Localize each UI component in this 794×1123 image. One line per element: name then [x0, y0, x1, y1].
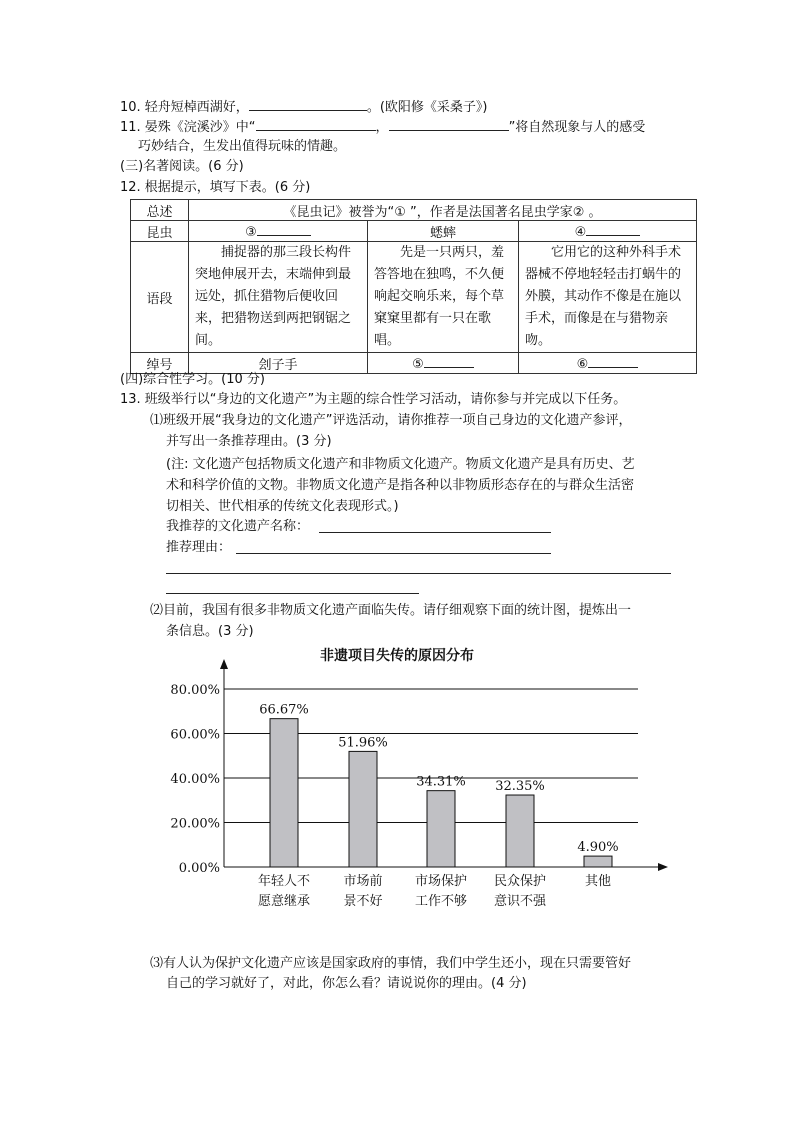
- bar: [584, 856, 612, 867]
- q10-suffix: 。(欧阳修《采桑子》): [366, 100, 488, 115]
- recommend-reason-input[interactable]: [236, 553, 551, 554]
- x-axis-arrow: [658, 863, 668, 871]
- q10-line: [120, 97, 487, 117]
- q11-suffix: ”将自然现象与人的感受: [508, 120, 646, 135]
- nick-cell-3: [519, 353, 697, 374]
- x-tick-label: 工作不够: [414, 894, 468, 909]
- nick-2: ⑤: [412, 357, 424, 372]
- insect-blank-4[interactable]: [586, 222, 640, 236]
- bar: [506, 795, 534, 867]
- q13-part2-line2: 条信息。(3 分): [166, 624, 254, 639]
- insect-label: 昆虫: [131, 221, 189, 242]
- para-1-text: 捕捉器的那三段长构件突地伸展开去，末端伸到最远处，抓住猎物后便收回来，把猎物送到两把钢锯之间。: [195, 245, 352, 348]
- nick-cell-2: [368, 353, 519, 374]
- recommend-name-label: 我推荐的文化遗产名称：: [166, 519, 310, 534]
- q11-line1: [120, 117, 645, 137]
- bar: [349, 751, 377, 867]
- recommend-name-input[interactable]: [319, 532, 551, 533]
- y-tick-label: 80.00%: [170, 683, 220, 698]
- q10-answer-blank[interactable]: [249, 97, 367, 111]
- table-row-summary: [131, 200, 697, 221]
- q13-part3-line1: ⑶有人认为保护文化遗产应该是国家政府的事情，我们中学生还小，现在只需要管好: [150, 956, 632, 971]
- x-tick-label: 市场前: [343, 874, 383, 889]
- q11-answer-blank-2[interactable]: [389, 117, 509, 131]
- table-row-insect: [131, 221, 697, 242]
- x-tick-label: 景不好: [343, 894, 383, 909]
- insect-2: 蟋蟀: [368, 221, 519, 242]
- recommend-reason-input-2[interactable]: [166, 573, 671, 574]
- para-3-text: 它用它的这种外科手术器械不停地轻轻击打蜗牛的外膜，其动作不像是在施以手术，而像是在与猎物亲吻。: [525, 245, 682, 348]
- para-2: [368, 242, 519, 353]
- insect-blank-3[interactable]: [257, 222, 311, 236]
- para-1: [189, 242, 368, 353]
- x-tick-label: 年轻人不: [257, 874, 311, 889]
- table-row-paragraph: [131, 242, 697, 353]
- q12-table: [130, 199, 697, 374]
- insect-3: ④: [574, 225, 587, 240]
- q13-note-line3: 切相关、世代相承的传统文化表现形式。): [166, 499, 399, 514]
- summary-text: 《昆虫记》被誉为“① ”，作者是法国著名昆虫学家② 。: [189, 200, 697, 221]
- q13-part3-line2: 自己的学习就好了，对此，你怎么看？请说说你的理由。(4 分): [166, 976, 527, 991]
- bar: [427, 791, 455, 867]
- recommend-reason-label: 推荐理由：: [166, 540, 232, 555]
- x-tick-label: 其他: [584, 874, 612, 889]
- x-tick-label: 市场保护: [414, 874, 468, 889]
- bar-value-label: 51.96%: [338, 735, 388, 751]
- q13-part2-line1: ⑵目前，我国有很多非物质文化遗产面临失传。请仔细观察下面的统计图，提炼出一: [150, 603, 632, 618]
- para-2-text: 先是一只两只，羞答答地在独鸣，不久便响起交响乐来，每个草窠窠里都有一只在歌唱。: [374, 245, 505, 348]
- insect-cell-1: [189, 221, 368, 242]
- x-tick-label: 愿意继承: [257, 894, 311, 909]
- section-3-heading: (三)名著阅读。(6 分): [120, 159, 244, 174]
- insect-cell-3: [519, 221, 697, 242]
- insect-1: ③: [245, 225, 257, 240]
- q13-note-line1: (注: 文化遗产包括物质文化遗产和非物质文化遗产。物质文化遗产是具有历史、艺: [166, 457, 635, 472]
- nick-blank-5[interactable]: [424, 354, 474, 368]
- q13-part1-line1: ⑴班级开展“我身边的文化遗产”评选活动，请你推荐一项自己身边的文化遗产参评，: [150, 413, 632, 428]
- x-tick-label: 意识不强: [493, 894, 547, 909]
- nick-1: 刽子手: [189, 353, 368, 374]
- q13-part1-line2: 并写出一条推荐理由。(3 分): [166, 434, 332, 449]
- bar-value-label: 66.67%: [259, 702, 309, 718]
- q13-heading: 13. 班级举行以“身边的文化遗产”为主题的综合性学习活动，请你参与并完成以下任务。: [120, 392, 627, 407]
- q11-prefix: 11. 晏殊《浣溪沙》中“: [120, 120, 256, 135]
- bar: [270, 719, 298, 867]
- q13-note-line2: 术和科学价值的文物。非物质文化遗产是指各种以非物质形态存在的与群众生活密: [166, 478, 635, 493]
- para-label: 语段: [131, 242, 189, 353]
- para-3: [519, 242, 697, 353]
- section-4-heading: (四)综合性学习。(10 分): [120, 372, 265, 387]
- x-tick-label: 民众保护: [493, 874, 547, 889]
- nick-label: 绰号: [131, 353, 189, 374]
- q11-line2: 巧妙结合，生发出值得玩味的情趣。: [138, 139, 347, 154]
- bar-value-label: 4.90%: [577, 840, 619, 856]
- nick-blank-6[interactable]: [588, 354, 638, 368]
- y-tick-label: 20.00%: [170, 816, 220, 832]
- chart-title: 非遗项目失传的原因分布: [320, 648, 474, 664]
- nick-3: ⑥: [576, 357, 589, 372]
- y-tick-label: 40.00%: [170, 772, 220, 787]
- bar-value-label: 34.31%: [416, 774, 466, 790]
- y-tick-label: 60.00%: [170, 727, 220, 743]
- q11-mid: ，: [375, 120, 389, 135]
- y-tick-label: 0.00%: [178, 861, 220, 876]
- q12-heading: 12. 根据提示，填写下表。(6 分): [120, 180, 311, 195]
- bar-value-label: 32.35%: [495, 779, 545, 795]
- recommend-reason-input-3[interactable]: [166, 593, 419, 594]
- summary-label: 总述: [131, 200, 189, 221]
- q10-prefix: 10. 轻舟短棹西湖好，: [120, 100, 249, 115]
- q11-answer-blank-1[interactable]: [256, 117, 376, 131]
